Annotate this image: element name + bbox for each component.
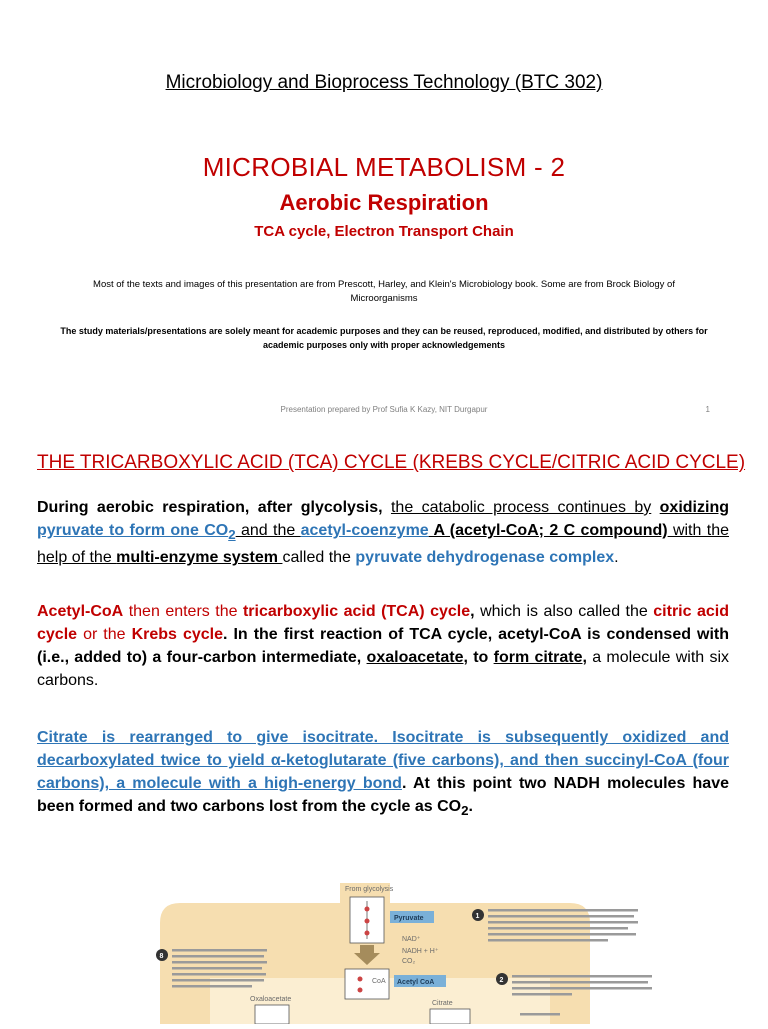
- annotation-line: [512, 993, 572, 996]
- text-run: oxidizing: [659, 499, 729, 516]
- pyruvate-label: Pyruvate: [394, 915, 424, 922]
- text-run: [383, 499, 391, 516]
- annotation-line: [488, 915, 634, 918]
- annotation-line: [488, 921, 638, 924]
- annotation-line: [172, 985, 252, 988]
- co2-label: CO₂: [402, 958, 416, 965]
- text-run: acetyl-coenzyme: [300, 522, 429, 539]
- usage-notice: The study materials/presentations are solely meant for academic purposes and they can be reused, reproduced, modified, and distributed by others for academic purposes only with proper acknowledgements: [60, 326, 708, 350]
- title-slide: [0, 0, 768, 428]
- atom: [365, 919, 370, 924]
- annotation-line: [172, 973, 266, 976]
- text-run: with the help of the: [37, 522, 729, 567]
- text-run: then enters the: [123, 603, 243, 620]
- text-run: form citrate: [493, 649, 583, 666]
- tca-cycle-diagram: [140, 883, 668, 1024]
- tca-cycle-figure: [140, 883, 668, 1024]
- annotation-line: [488, 927, 628, 930]
- atom: [365, 931, 370, 936]
- annotation-line: [172, 955, 264, 958]
- text-run: multi-enzyme system: [116, 549, 283, 567]
- text-run: called the: [282, 549, 356, 567]
- text-run: which is also called the: [474, 603, 654, 620]
- text-run: , to: [463, 649, 494, 666]
- text-run: pyruvate to form one CO: [37, 522, 229, 539]
- text-run: .: [468, 798, 473, 815]
- coa-label: CoA: [372, 978, 386, 985]
- acetyl-coa-label: Acetyl CoA: [397, 979, 435, 986]
- page-number: 1: [705, 405, 710, 414]
- step-8-number: 8: [159, 953, 164, 960]
- text-run: [651, 499, 659, 516]
- nadh-label: NADH + H⁺: [402, 948, 439, 955]
- oxaloacetate-molecule: [255, 1005, 289, 1024]
- content-slide: [0, 428, 768, 1024]
- text-run: Acetyl-CoA: [37, 603, 124, 620]
- lecture-subtitle: Aerobic Respiration: [279, 190, 489, 215]
- annotation-line: [520, 1013, 560, 1016]
- text-run: tricarboxylic acid (TCA) cycle: [242, 603, 471, 620]
- annotation-line: [488, 933, 636, 936]
- text-run: Citrate is rearranged to give isocitrate. Isocitrate is subsequently oxidized and decarboxylated twice to yield α-ketoglutarate (five carbons), and then succinyl-CoA (four carbons), a molecule with a high-energy bond: [37, 729, 729, 792]
- lecture-title: MICROBIAL METABOLISM - 2: [202, 152, 566, 182]
- course-title: Microbiology and Bioprocess Technology (BTC 302): [165, 72, 603, 93]
- text-run: a molecule with six carbons.: [37, 649, 730, 689]
- nad-label: NAD⁺: [402, 936, 421, 943]
- text-run: During aerobic respiration, after glycolysis,: [37, 499, 383, 516]
- text-run: Krebs cycle: [131, 626, 223, 643]
- text-run: . In the first reaction of TCA cycle, acetyl-CoA is condensed with (i.e., added to) a four-carbon intermediate,: [37, 626, 730, 666]
- source-credits: Most of the texts and images of this presentation are from Prescott, Harley, and Klein's Microbiology book. Some are from Brock Biology of Microorganisms: [93, 279, 675, 304]
- text-run: the catabolic process continues by: [390, 499, 652, 516]
- citrate-molecule: [430, 1009, 470, 1024]
- step-1-number: 1: [475, 913, 480, 920]
- annotation-line: [512, 987, 652, 990]
- from-glycolysis-label: From glycolysis: [345, 886, 394, 893]
- annotation-line: [172, 949, 267, 952]
- step-2-number: 2: [499, 977, 504, 984]
- citrate-label: Citrate: [432, 1000, 453, 1007]
- text-run: ,: [470, 603, 475, 620]
- lecture-topics: TCA cycle, Electron Transport Chain: [254, 223, 514, 240]
- text-run: 2: [461, 803, 469, 819]
- text-run: ,: [582, 649, 587, 666]
- atom: [358, 988, 363, 993]
- atom: [358, 977, 363, 982]
- slide-heading: THE TRICARBOXYLIC ACID (TCA) CYCLE (KREBS CYCLE/CITRIC ACID CYCLE): [37, 452, 746, 473]
- paragraph-tca-entry: [37, 600, 729, 692]
- atom: [365, 907, 370, 912]
- annotation-line: [512, 981, 648, 984]
- author-footer: Presentation prepared by Prof Sufia K Kazy, NIT Durgapur: [280, 405, 488, 414]
- oxaloacetate-label: Oxaloacetate: [250, 996, 292, 1003]
- paragraph-pyruvate-oxidation: [37, 496, 729, 569]
- text-run: 2: [228, 527, 236, 543]
- text-run: or the: [77, 626, 132, 643]
- annotation-line: [488, 909, 638, 912]
- text-run: .: [614, 549, 619, 567]
- paragraph-citrate-oxidation: [37, 726, 729, 822]
- text-run: pyruvate dehydrogenase complex: [355, 549, 615, 567]
- annotation-line: [488, 939, 608, 942]
- annotation-line: [172, 979, 264, 982]
- text-run: . At this point two NADH molecules have been formed and two carbons lost from the cycle as CO: [37, 775, 729, 815]
- text-run: A (acetyl-CoA; 2 C compound): [428, 522, 668, 539]
- annotation-line: [512, 975, 652, 978]
- text-run: and the: [235, 522, 301, 539]
- text-run: oxaloacetate: [366, 649, 464, 666]
- annotation-line: [172, 967, 262, 970]
- annotation-line: [172, 961, 267, 964]
- text-run: citric acid cycle: [37, 603, 730, 643]
